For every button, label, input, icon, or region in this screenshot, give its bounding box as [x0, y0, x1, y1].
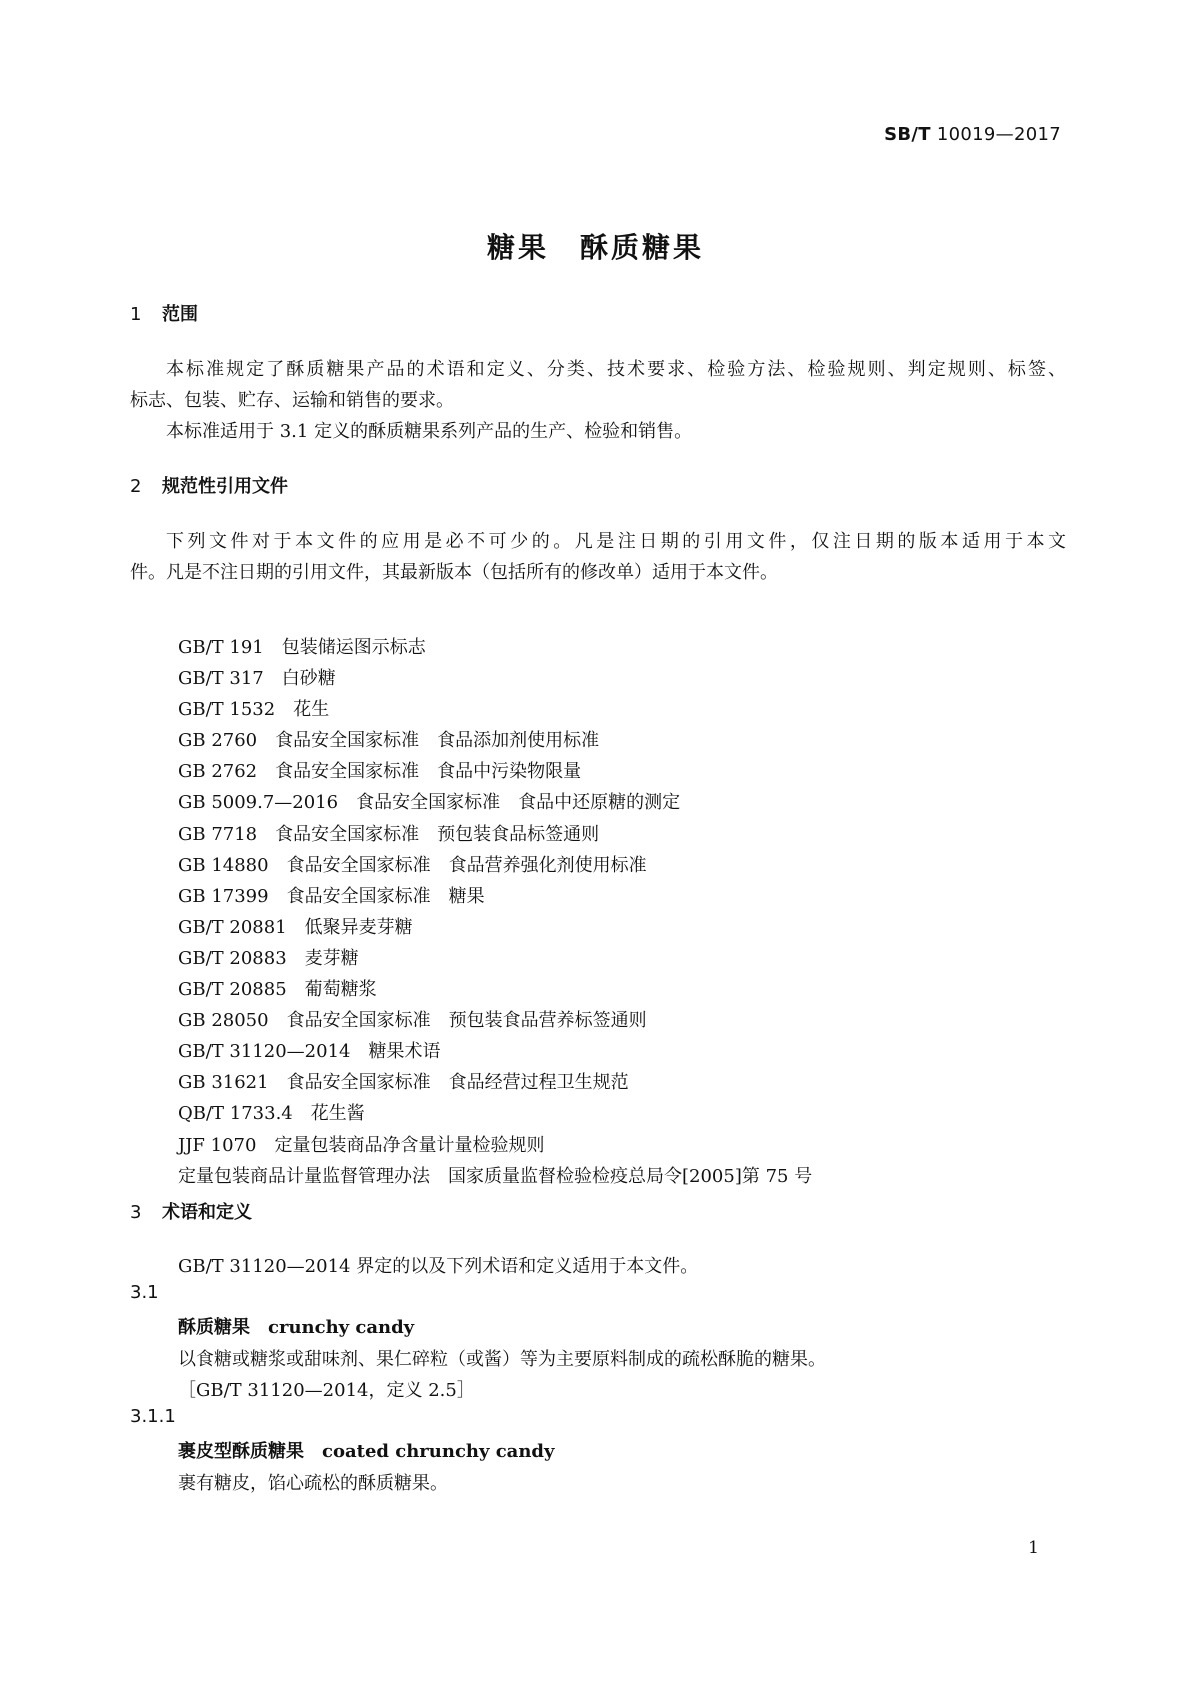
reference-title: 食品安全国家标准 食品营养强化剂使用标准 — [286, 854, 647, 876]
scope-paragraph-line2: 标志、包装、贮存、运输和销售的要求。 — [130, 390, 454, 411]
reference-title: 国家质量监督检验检疫总局令[2005]第 75 号 — [448, 1165, 813, 1187]
reference-title: 花生酱 — [310, 1103, 365, 1125]
standard-number — [884, 124, 1061, 145]
reference-item — [178, 1067, 812, 1098]
references-intro-line2: 件。凡是不注日期的引用文件，其最新版本（包括所有的修改单）适用于本文件。 — [130, 562, 778, 583]
reference-title: 麦芽糖 — [304, 947, 359, 969]
reference-code: 定量包装商品计量监督管理办法 — [178, 1165, 430, 1187]
reference-code: JJF 1070 — [178, 1134, 257, 1156]
reference-code: GB 14880 — [178, 854, 269, 876]
reference-code: GB 2762 — [178, 761, 258, 783]
term-definition: 裹有糖皮，馅心疏松的酥质糖果。 — [178, 1473, 448, 1494]
reference-code: GB/T 317 — [178, 668, 264, 690]
reference-item — [178, 663, 812, 694]
reference-item — [178, 974, 812, 1005]
reference-title: 食品安全国家标准 糖果 — [286, 885, 485, 907]
reference-item — [178, 943, 812, 974]
reference-code: GB 5009.7—2016 — [178, 792, 339, 814]
reference-item — [178, 881, 812, 912]
reference-item — [178, 819, 812, 850]
reference-code: GB/T 31120—2014 — [178, 1041, 351, 1063]
reference-item — [178, 756, 812, 787]
standard-prefix: SB/T — [884, 124, 931, 145]
term-number: 3.1.1 — [130, 1406, 176, 1427]
section-title: 术语和定义 — [162, 1202, 252, 1223]
reference-code: QB/T 1733.4 — [178, 1103, 293, 1125]
reference-item — [178, 1161, 812, 1192]
term-definition: 以食糖或糖浆或甜味剂、果仁碎粒（或酱）等为主要原料制成的疏松酥脆的糖果。 — [178, 1349, 826, 1370]
reference-code: GB/T 191 — [178, 637, 264, 658]
reference-item — [178, 632, 812, 663]
reference-item — [178, 1130, 812, 1161]
reference-code: GB 2760 — [178, 730, 258, 752]
reference-code: GB/T 20883 — [178, 947, 287, 969]
scope-paragraph-line1: 本标准规定了酥质糖果产品的术语和定义、分类、技术要求、检验方法、检验规则、判定规则、标签、 — [166, 359, 1066, 380]
reference-item — [178, 787, 812, 818]
section-heading-terms-definitions — [130, 1198, 252, 1224]
section-title: 规范性引用文件 — [162, 476, 288, 497]
standard-code: 10019—2017 — [936, 124, 1061, 145]
reference-item — [178, 1098, 812, 1129]
reference-code: GB 7718 — [178, 823, 258, 845]
section-heading-scope — [130, 300, 198, 326]
reference-code: GB/T 1532 — [178, 699, 276, 721]
reference-title: 低聚异麦芽糖 — [304, 916, 413, 938]
reference-code: GB 17399 — [178, 885, 269, 907]
term-name-en: coated chrunchy candy — [322, 1441, 555, 1462]
term-name — [178, 1437, 554, 1463]
term-name-cn: 裹皮型酥质糖果 — [178, 1441, 304, 1462]
reference-code: GB 28050 — [178, 1010, 269, 1032]
section-title: 范围 — [162, 304, 198, 325]
section-heading-normative-references — [130, 472, 288, 498]
reference-item — [178, 725, 812, 756]
term-name-cn: 酥质糖果 — [178, 1317, 250, 1338]
reference-title: 白砂糖 — [281, 668, 336, 690]
reference-title: 葡萄糖浆 — [304, 979, 377, 1001]
reference-title: 食品安全国家标准 食品中还原糖的测定 — [356, 792, 681, 814]
reference-title: 食品安全国家标准 食品经营过程卫生规范 — [286, 1072, 629, 1094]
reference-title: 定量包装商品净含量计量检验规则 — [274, 1134, 545, 1156]
reference-item — [178, 1036, 812, 1067]
reference-list — [178, 632, 812, 1192]
reference-code: GB/T 20885 — [178, 979, 287, 1001]
term-name-en: crunchy candy — [268, 1317, 415, 1338]
reference-title: 食品安全国家标准 食品中污染物限量 — [275, 761, 582, 783]
section-number: 2 — [130, 476, 142, 497]
reference-title: 食品安全国家标准 预包装食品营养标签通则 — [286, 1010, 647, 1032]
reference-code: GB 31621 — [178, 1072, 269, 1094]
section-number: 3 — [130, 1202, 142, 1223]
reference-item — [178, 1005, 812, 1036]
reference-title: 食品安全国家标准 食品添加剂使用标准 — [275, 730, 600, 752]
reference-title: 食品安全国家标准 预包装食品标签通则 — [275, 823, 600, 845]
reference-title: 糖果术语 — [368, 1041, 441, 1063]
document-title: 糖果 酥质糖果 — [486, 231, 704, 264]
term-number: 3.1 — [130, 1282, 159, 1303]
section-number: 1 — [130, 304, 142, 325]
term-source: ［GB/T 31120—2014，定义 2.5］ — [178, 1380, 475, 1401]
reference-code: GB/T 20881 — [178, 916, 287, 938]
reference-title: 花生 — [293, 699, 330, 721]
scope-paragraph-2: 本标准适用于 3.1 定义的酥质糖果系列产品的生产、检验和销售。 — [166, 421, 693, 442]
page-number: 1 — [1028, 1538, 1039, 1558]
references-intro-line1: 下列文件对于本文件的应用是必不可少的。凡是注日期的引用文件，仅注日期的版本适用于本文 — [166, 531, 1066, 552]
reference-item — [178, 850, 812, 881]
term-name — [178, 1313, 414, 1339]
reference-item — [178, 912, 812, 943]
terms-intro: GB/T 31120—2014 界定的以及下列术语和定义适用于本文件。 — [178, 1256, 699, 1277]
reference-title: 包装储运图示标志 — [281, 637, 426, 658]
reference-item — [178, 694, 812, 725]
